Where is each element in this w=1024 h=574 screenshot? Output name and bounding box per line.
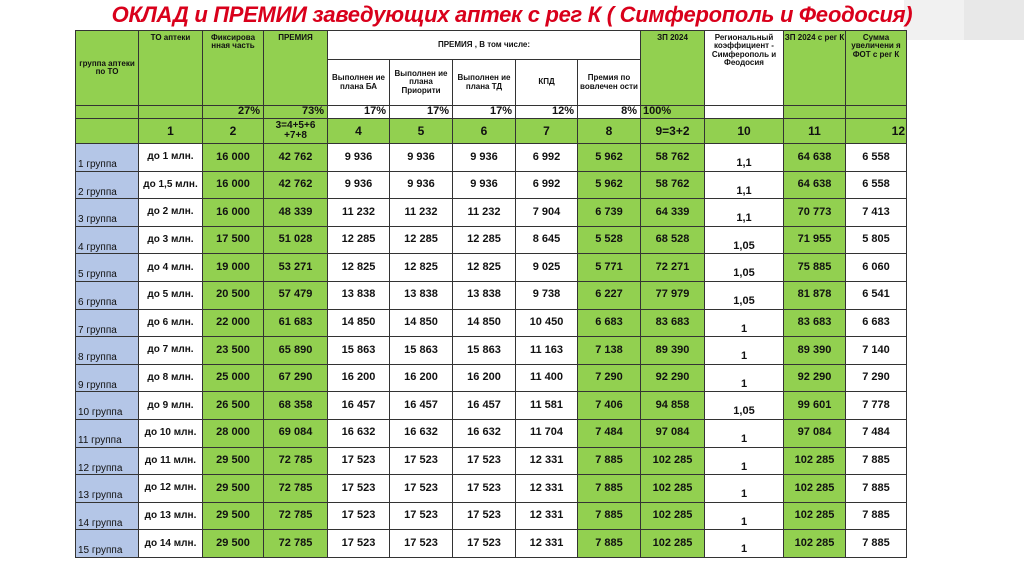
bonus-cell: 42 762 [264,171,328,199]
to-cell: до 8 млн. [139,364,203,392]
to-cell: до 2 млн. [139,199,203,227]
table-row [76,281,907,309]
region-coef-cell: 1,05 [705,392,784,420]
group-cell: 9 группа [76,364,139,392]
region-coef-cell: 1,1 [705,171,784,199]
plan-priority-cell: 12 285 [390,226,453,254]
to-cell: до 10 млн. [139,419,203,447]
region-coef-cell: 1,1 [705,144,784,172]
group-cell: 12 группа [76,447,139,475]
plan-ba-cell: 13 838 [328,281,390,309]
plan-td-cell: 9 936 [453,144,516,172]
percent-cell-empty [139,106,203,119]
colnum-6: 6 [453,119,516,144]
bonus-cell: 57 479 [264,281,328,309]
increase-cell: 7 413 [846,199,907,227]
bonus-cell: 61 683 [264,309,328,337]
increase-cell: 7 778 [846,392,907,420]
zp2024-cell: 83 683 [641,309,705,337]
increase-cell: 7 484 [846,419,907,447]
zp2024-cell: 102 285 [641,502,705,530]
bonus-cell: 48 339 [264,199,328,227]
colnum-1: 1 [139,119,203,144]
header-to: ТО аптеки [139,31,203,106]
plan-td-cell: 13 838 [453,281,516,309]
to-cell: до 12 млн. [139,475,203,503]
to-cell: до 13 млн. [139,502,203,530]
bonus-cell: 72 785 [264,447,328,475]
zp2024-reg-cell: 89 390 [784,337,846,365]
region-coef-cell: 1 [705,364,784,392]
to-cell: до 11 млн. [139,447,203,475]
increase-cell: 6 060 [846,254,907,282]
plan-ba-cell: 9 936 [328,171,390,199]
percent-fixed: 27% [203,106,264,119]
zp2024-cell: 58 762 [641,144,705,172]
plan-td-cell: 17 523 [453,530,516,558]
region-coef-cell: 1 [705,475,784,503]
table-row [76,502,907,530]
engagement-cell: 7 885 [578,447,641,475]
zp2024-cell: 92 290 [641,364,705,392]
colnum-7: 7 [516,119,578,144]
plan-td-cell: 11 232 [453,199,516,227]
header-region-coef: Региональный коэффициент - Симферополь и Феодосия [705,31,784,106]
zp2024-reg-cell: 102 285 [784,502,846,530]
plan-priority-cell: 16 200 [390,364,453,392]
region-coef-cell: 1 [705,447,784,475]
region-coef-cell: 1,05 [705,226,784,254]
kpd-cell: 11 400 [516,364,578,392]
fixed-cell: 19 000 [203,254,264,282]
column-number-row [76,119,907,144]
region-coef-cell: 1 [705,502,784,530]
plan-priority-cell: 15 863 [390,337,453,365]
page-title: ОКЛАД и ПРЕМИИ заведующих аптек с рег К ( Симферополь и Феодосия) [111,2,913,27]
colnum-8: 8 [578,119,641,144]
zp2024-reg-cell: 64 638 [784,171,846,199]
plan-td-cell: 9 936 [453,171,516,199]
engagement-cell: 5 962 [578,171,641,199]
plan-ba-cell: 11 232 [328,199,390,227]
plan-td-cell: 14 850 [453,309,516,337]
plan-priority-cell: 9 936 [390,144,453,172]
group-cell: 2 группа [76,171,139,199]
increase-cell: 6 541 [846,281,907,309]
table-row [76,171,907,199]
fixed-cell: 26 500 [203,392,264,420]
zp2024-cell: 68 528 [641,226,705,254]
region-coef-cell: 1 [705,419,784,447]
fixed-cell: 22 000 [203,309,264,337]
plan-ba-cell: 17 523 [328,530,390,558]
percent-cell-empty [846,106,907,119]
group-cell: 5 группа [76,254,139,282]
plan-ba-cell: 17 523 [328,502,390,530]
percent-td: 17% [453,106,516,119]
zp2024-reg-cell: 75 885 [784,254,846,282]
table-row [76,419,907,447]
group-cell: 1 группа [76,144,139,172]
header-zp2024: ЗП 2024 [641,31,705,106]
fixed-cell: 23 500 [203,337,264,365]
group-cell: 14 группа [76,502,139,530]
colnum-12: 12 [846,119,907,144]
salary-table [75,30,907,558]
kpd-cell: 12 331 [516,447,578,475]
zp2024-reg-cell: 83 683 [784,309,846,337]
percent-kpd: 12% [516,106,578,119]
group-cell: 10 группа [76,392,139,420]
plan-priority-cell: 14 850 [390,309,453,337]
group-cell: 3 группа [76,199,139,227]
to-cell: до 1,5 млн. [139,171,203,199]
colnum-5: 5 [390,119,453,144]
increase-cell: 7 885 [846,502,907,530]
fixed-cell: 20 500 [203,281,264,309]
zp2024-cell: 97 084 [641,419,705,447]
table-row [76,199,907,227]
to-cell: до 3 млн. [139,226,203,254]
plan-ba-cell: 16 457 [328,392,390,420]
table-row [76,337,907,365]
engagement-cell: 6 739 [578,199,641,227]
colnum-2: 2 [203,119,264,144]
percent-total: 100% [641,106,705,119]
colnum-3: 3=4+5+6 +7+8 [264,119,328,144]
plan-td-cell: 16 632 [453,419,516,447]
table-row [76,447,907,475]
kpd-cell: 6 992 [516,171,578,199]
zp2024-reg-cell: 99 601 [784,392,846,420]
engagement-cell: 7 885 [578,475,641,503]
header-plan-ba: Выполнен ие плана БА [328,60,390,106]
kpd-cell: 11 704 [516,419,578,447]
bonus-cell: 69 084 [264,419,328,447]
engagement-cell: 6 683 [578,309,641,337]
increase-cell: 6 558 [846,171,907,199]
engagement-cell: 7 885 [578,530,641,558]
fixed-cell: 16 000 [203,199,264,227]
to-cell: до 6 млн. [139,309,203,337]
header-engagement: Премия по вовлечен ости [578,60,641,106]
header-bonus: ПРЕМИЯ [264,31,328,106]
group-cell: 6 группа [76,281,139,309]
colnum-4: 4 [328,119,390,144]
header-bonus-including: ПРЕМИЯ , В том числе: [328,31,641,60]
plan-priority-cell: 16 457 [390,392,453,420]
plan-priority-cell: 13 838 [390,281,453,309]
zp2024-reg-cell: 64 638 [784,144,846,172]
zp2024-cell: 58 762 [641,171,705,199]
kpd-cell: 11 163 [516,337,578,365]
engagement-cell: 5 962 [578,144,641,172]
plan-priority-cell: 9 936 [390,171,453,199]
table-row [76,364,907,392]
plan-priority-cell: 17 523 [390,475,453,503]
percent-cell-empty [784,106,846,119]
zp2024-reg-cell: 70 773 [784,199,846,227]
to-cell: до 1 млн. [139,144,203,172]
percent-engagement: 8% [578,106,641,119]
kpd-cell: 9 738 [516,281,578,309]
group-cell: 8 группа [76,337,139,365]
zp2024-cell: 72 271 [641,254,705,282]
plan-priority-cell: 17 523 [390,530,453,558]
to-cell: до 4 млн. [139,254,203,282]
percent-ba: 17% [328,106,390,119]
fixed-cell: 16 000 [203,171,264,199]
zp2024-reg-cell: 97 084 [784,419,846,447]
fixed-cell: 29 500 [203,530,264,558]
bonus-cell: 65 890 [264,337,328,365]
plan-priority-cell: 17 523 [390,502,453,530]
header-group: группа аптеки по ТО [76,31,139,106]
engagement-cell: 7 290 [578,364,641,392]
plan-td-cell: 16 200 [453,364,516,392]
plan-td-cell: 16 457 [453,392,516,420]
group-cell: 11 группа [76,419,139,447]
plan-ba-cell: 16 200 [328,364,390,392]
colnum-10: 10 [705,119,784,144]
header-zp2024-reg: ЗП 2024 с рег К [784,31,846,106]
engagement-cell: 7 484 [578,419,641,447]
region-coef-cell: 1,1 [705,199,784,227]
region-coef-cell: 1 [705,309,784,337]
to-cell: до 5 млн. [139,281,203,309]
plan-td-cell: 17 523 [453,502,516,530]
zp2024-cell: 102 285 [641,447,705,475]
increase-cell: 7 290 [846,364,907,392]
header-increase: Сумма увеличени я ФОТ с рег К [846,31,907,106]
percent-cell-empty [705,106,784,119]
plan-ba-cell: 14 850 [328,309,390,337]
increase-cell: 6 558 [846,144,907,172]
to-cell: до 7 млн. [139,337,203,365]
region-coef-cell: 1,05 [705,281,784,309]
zp2024-cell: 77 979 [641,281,705,309]
table-row [76,226,907,254]
zp2024-reg-cell: 102 285 [784,447,846,475]
region-coef-cell: 1 [705,337,784,365]
increase-cell: 7 885 [846,475,907,503]
table-row [76,392,907,420]
zp2024-reg-cell: 81 878 [784,281,846,309]
to-cell: до 9 млн. [139,392,203,420]
fixed-cell: 16 000 [203,144,264,172]
bonus-cell: 53 271 [264,254,328,282]
kpd-cell: 11 581 [516,392,578,420]
increase-cell: 6 683 [846,309,907,337]
kpd-cell: 12 331 [516,502,578,530]
engagement-cell: 7 885 [578,502,641,530]
plan-td-cell: 17 523 [453,447,516,475]
table-row [76,530,907,558]
increase-cell: 7 140 [846,337,907,365]
percent-bonus: 73% [264,106,328,119]
plan-priority-cell: 16 632 [390,419,453,447]
kpd-cell: 12 331 [516,475,578,503]
engagement-cell: 7 138 [578,337,641,365]
plan-ba-cell: 12 825 [328,254,390,282]
zp2024-reg-cell: 102 285 [784,530,846,558]
zp2024-cell: 94 858 [641,392,705,420]
plan-ba-cell: 9 936 [328,144,390,172]
increase-cell: 7 885 [846,530,907,558]
plan-ba-cell: 15 863 [328,337,390,365]
kpd-cell: 10 450 [516,309,578,337]
fixed-cell: 17 500 [203,226,264,254]
kpd-cell: 9 025 [516,254,578,282]
bonus-cell: 72 785 [264,502,328,530]
plan-td-cell: 17 523 [453,475,516,503]
zp2024-cell: 64 339 [641,199,705,227]
bonus-cell: 68 358 [264,392,328,420]
engagement-cell: 5 528 [578,226,641,254]
engagement-cell: 6 227 [578,281,641,309]
percent-row [76,106,907,119]
zp2024-cell: 102 285 [641,530,705,558]
increase-cell: 7 885 [846,447,907,475]
zp2024-reg-cell: 102 285 [784,475,846,503]
colnum-9: 9=3+2 [641,119,705,144]
zp2024-cell: 89 390 [641,337,705,365]
fixed-cell: 29 500 [203,475,264,503]
bonus-cell: 72 785 [264,530,328,558]
bonus-cell: 42 762 [264,144,328,172]
zp2024-reg-cell: 92 290 [784,364,846,392]
bonus-cell: 67 290 [264,364,328,392]
colnum-empty [76,119,139,144]
percent-cell-empty [76,106,139,119]
bonus-cell: 51 028 [264,226,328,254]
zp2024-reg-cell: 71 955 [784,226,846,254]
region-coef-cell: 1 [705,530,784,558]
percent-priority: 17% [390,106,453,119]
colnum-11: 11 [784,119,846,144]
table-row [76,144,907,172]
plan-td-cell: 12 285 [453,226,516,254]
fixed-cell: 25 000 [203,364,264,392]
plan-priority-cell: 17 523 [390,447,453,475]
kpd-cell: 8 645 [516,226,578,254]
header-plan-priority: Выполнен ие плана Приорити [390,60,453,106]
kpd-cell: 12 331 [516,530,578,558]
zp2024-cell: 102 285 [641,475,705,503]
increase-cell: 5 805 [846,226,907,254]
engagement-cell: 5 771 [578,254,641,282]
plan-td-cell: 12 825 [453,254,516,282]
kpd-cell: 6 992 [516,144,578,172]
fixed-cell: 29 500 [203,502,264,530]
group-cell: 13 группа [76,475,139,503]
plan-priority-cell: 12 825 [390,254,453,282]
fixed-cell: 29 500 [203,447,264,475]
header-fixed: Фиксирова нная часть [203,31,264,106]
to-cell: до 14 млн. [139,530,203,558]
plan-ba-cell: 12 285 [328,226,390,254]
header-plan-td: Выполнен ие плана ТД [453,60,516,106]
header-kpd: КПД [516,60,578,106]
kpd-cell: 7 904 [516,199,578,227]
region-coef-cell: 1,05 [705,254,784,282]
plan-ba-cell: 16 632 [328,419,390,447]
engagement-cell: 7 406 [578,392,641,420]
plan-ba-cell: 17 523 [328,475,390,503]
plan-ba-cell: 17 523 [328,447,390,475]
group-cell: 15 группа [76,530,139,558]
bonus-cell: 72 785 [264,475,328,503]
table-row [76,309,907,337]
plan-priority-cell: 11 232 [390,199,453,227]
group-cell: 7 группа [76,309,139,337]
group-cell: 4 группа [76,226,139,254]
fixed-cell: 28 000 [203,419,264,447]
table-row [76,254,907,282]
plan-td-cell: 15 863 [453,337,516,365]
table-row [76,475,907,503]
